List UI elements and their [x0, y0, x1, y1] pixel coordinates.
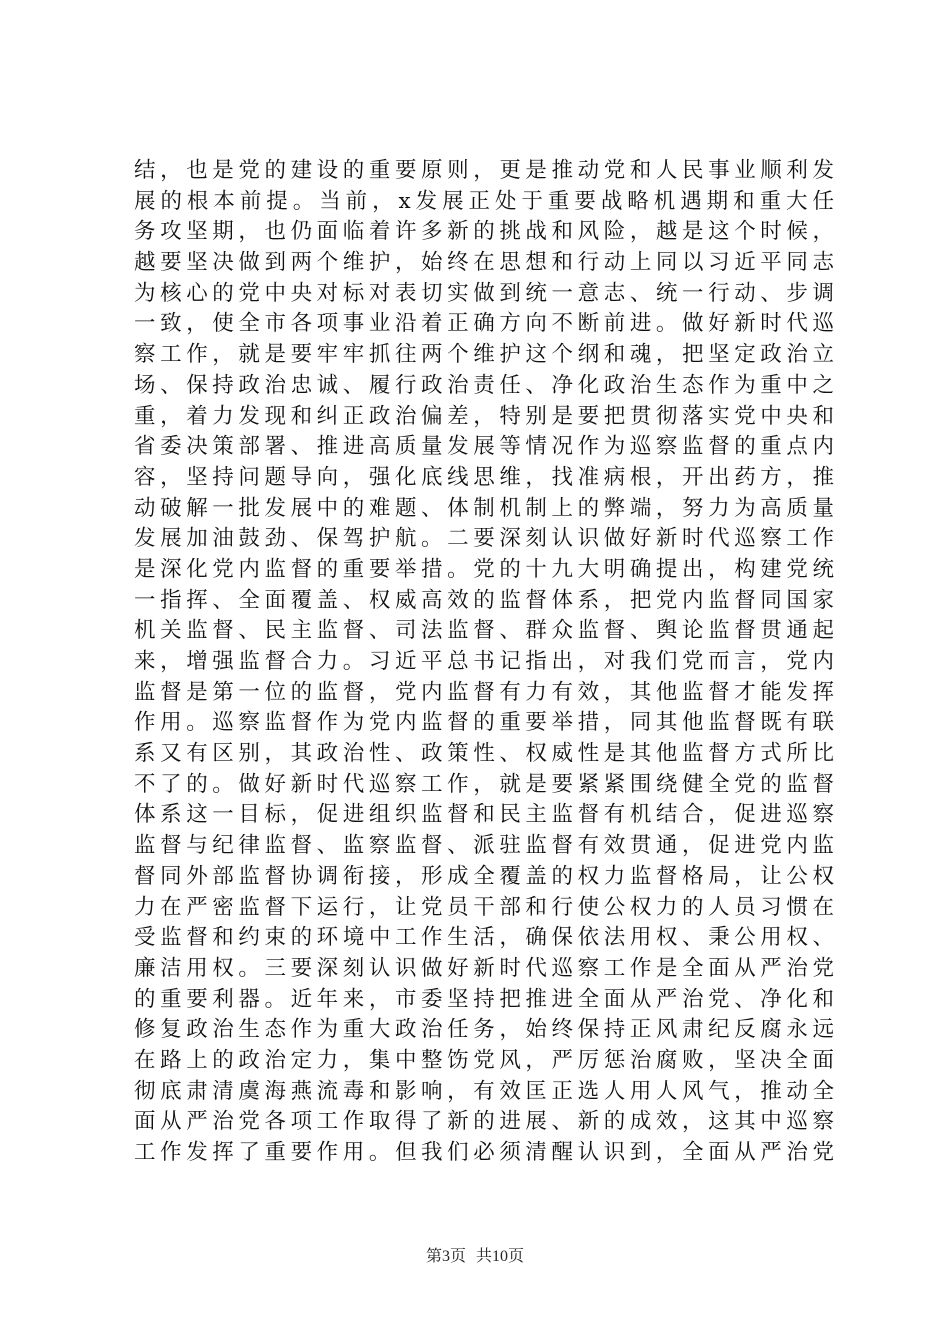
text-line: 发展加油鼓劲、保驾护航。二要深刻认识做好新时代巡察工作: [134, 526, 834, 552]
text-line: 动破解一批发展中的难题、体制机制上的弊端，努力为高质量: [134, 495, 834, 521]
text-line: 督同外部监督协调衔接，形成全覆盖的权力监督格局，让公权: [134, 863, 834, 889]
text-line: 的重要利器。近年来，市委坚持把推进全面从严治党、净化和: [134, 986, 834, 1012]
text-line: 监督是第一位的监督，党内监督有力有效，其他监督才能发挥: [134, 679, 834, 705]
text-line: 结，也是党的建设的重要原则，更是推动党和人民事业顺利发: [134, 158, 834, 183]
text-line: 展的根本前提。当前，x发展正处于重要战略机遇期和重大任: [134, 188, 834, 214]
text-line: 在路上的政治定力，集中整饬党风，严厉惩治腐败，坚决全面: [134, 1047, 834, 1073]
text-line: 省委决策部署、推进高质量发展等情况作为巡察监督的重点内: [134, 434, 834, 460]
text-line: 场、保持政治忠诚、履行政治责任、净化政治生态作为重中之: [134, 372, 834, 398]
body-text: [134, 156, 834, 1169]
text-line: 彻底肃清虞海燕流毒和影响，有效匡正选人用人风气，推动全: [134, 1078, 834, 1104]
text-line: 修复政治生态作为重大政治任务，始终保持正风肃纪反腐永远: [134, 1017, 834, 1043]
page-footer: [0, 1243, 950, 1266]
text-line: 不了的。做好新时代巡察工作，就是要紧紧围绕健全党的监督: [134, 771, 834, 797]
text-line: 受监督和约束的环境中工作生活，确保依法用权、秉公用权、: [134, 925, 834, 951]
text-line: 系又有区别，其政治性、政策性、权威性是其他监督方式所比: [134, 741, 834, 767]
page-number: 第3页: [425, 1248, 466, 1265]
text-line: 越要坚决做到两个维护，始终在思想和行动上同以习近平同志: [134, 250, 834, 276]
text-line: 工作发挥了重要作用。但我们必须清醒认识到，全面从严治党: [134, 1140, 834, 1165]
text-line: 容，坚持问题导向，强化底线思维，找准病根，开出药方，推: [134, 464, 834, 490]
text-line: 面从严治党各项工作取得了新的进展、新的成效，这其中巡察: [134, 1109, 834, 1135]
text-line: 察工作，就是要牢牢抓往两个维护这个纲和魂，把坚定政治立: [134, 342, 834, 368]
text-line: 监督与纪律监督、监察监督、派驻监督有效贯通，促进党内监: [134, 833, 834, 859]
text-line: 一致，使全市各项事业沿着正确方向不断前进。做好新时代巡: [134, 311, 834, 337]
text-line: 来，增强监督合力。习近平总书记指出，对我们党而言，党内: [134, 649, 834, 674]
text-line: 务攻坚期，也仍面临着许多新的挑战和风险，越是这个时候，: [134, 219, 834, 245]
text-line: 廉洁用权。三要深刻认识做好新时代巡察工作是全面从严治党: [134, 955, 834, 981]
text-line: 重，着力发现和纠正政治偏差，特别是要把贯彻落实党中央和: [134, 403, 834, 429]
text-line: 作用。巡察监督作为党内监督的重要举措，同其他监督既有联: [134, 710, 834, 736]
text-line: 力在严密监督下运行，让党员干部和行使公权力的人员习惯在: [134, 894, 834, 920]
text-line: 为核心的党中央对标对表切实做到统一意志、统一行动、步调: [134, 280, 834, 306]
text-line: 是深化党内监督的重要举措。党的十九大明确提出，构建党统: [134, 556, 834, 582]
page-total: 共10页: [476, 1248, 525, 1265]
text-line: 机关监督、民主监督、司法监督、群众监督、舆论监督贯通起: [134, 618, 834, 644]
text-line: 一指挥、全面覆盖、权威高效的监督体系，把党内监督同国家: [134, 587, 834, 613]
text-line: 体系这一目标，促进组织监督和民主监督有机结合，促进巡察: [134, 802, 834, 828]
